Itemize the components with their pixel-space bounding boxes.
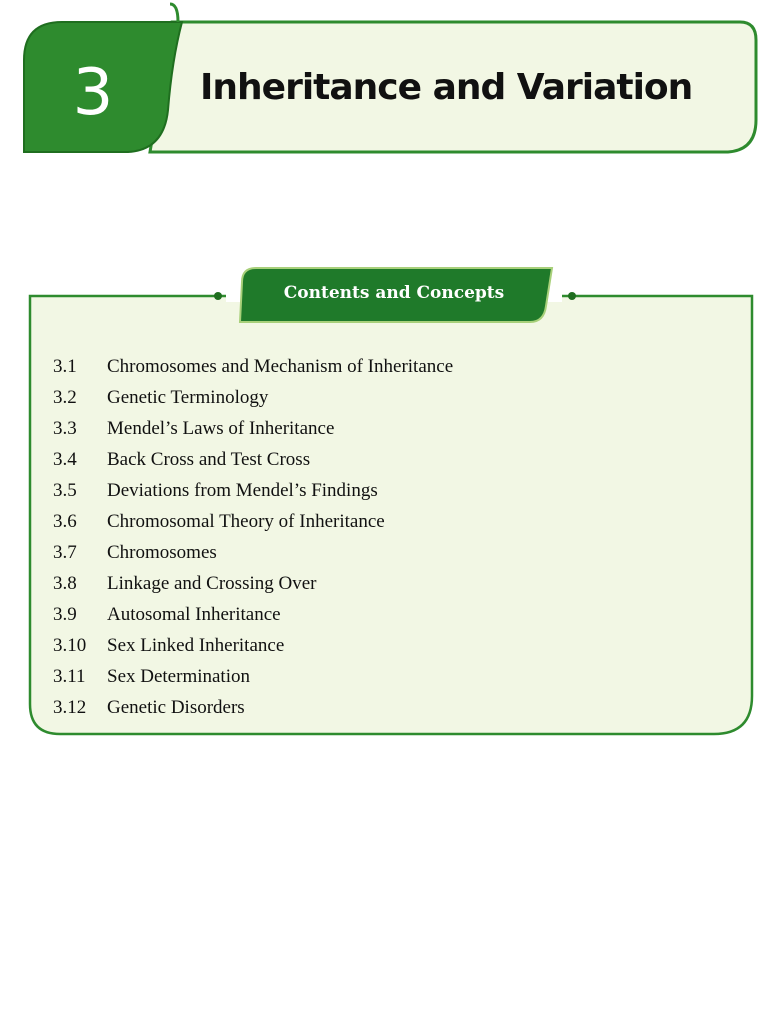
toc-item-number: 3.2 bbox=[53, 386, 77, 408]
toc-item-number: 3.6 bbox=[53, 510, 77, 532]
toc-item-number: 3.7 bbox=[53, 541, 77, 563]
toc-item-label: Deviations from Mendel’s Findings bbox=[107, 479, 378, 501]
toc-item-number: 3.8 bbox=[53, 572, 77, 594]
toc-item-label: Mendel’s Laws of Inheritance bbox=[107, 417, 335, 439]
toc-list bbox=[53, 351, 453, 723]
toc-item bbox=[53, 630, 453, 661]
toc-item-number: 3.5 bbox=[53, 479, 77, 501]
toc-item bbox=[53, 444, 453, 475]
toc-item-label: Genetic Disorders bbox=[107, 696, 245, 718]
toc-item bbox=[53, 661, 453, 692]
toc-item-label: Linkage and Crossing Over bbox=[107, 572, 317, 594]
toc-item-number: 3.12 bbox=[53, 696, 87, 718]
toc-item-number: 3.4 bbox=[53, 448, 77, 470]
toc-item bbox=[53, 506, 453, 537]
toc-item bbox=[53, 351, 453, 382]
contents-panel bbox=[0, 260, 768, 750]
chapter-title: Inheritance and Variation bbox=[200, 67, 693, 108]
toc-item-label: Chromosomal Theory of Inheritance bbox=[107, 510, 385, 532]
toc-item bbox=[53, 692, 453, 723]
toc-item-number: 3.11 bbox=[53, 665, 86, 687]
chapter-header bbox=[0, 0, 768, 170]
toc-item bbox=[53, 537, 453, 568]
toc-item-number: 3.10 bbox=[53, 634, 87, 656]
toc-item-label: Chromosomes bbox=[107, 541, 217, 563]
toc-item-label: Autosomal Inheritance bbox=[107, 603, 281, 625]
toc-item bbox=[53, 568, 453, 599]
toc-item bbox=[53, 475, 453, 506]
toc-item-label: Back Cross and Test Cross bbox=[107, 448, 311, 470]
toc-item-label: Genetic Terminology bbox=[107, 386, 269, 408]
toc-item-number: 3.1 bbox=[53, 355, 77, 377]
toc-item bbox=[53, 599, 453, 630]
contents-heading: Contents and Concepts bbox=[283, 283, 505, 303]
chapter-number: 3 bbox=[72, 56, 114, 130]
toc-item-number: 3.9 bbox=[53, 603, 77, 625]
toc-item-label: Sex Linked Inheritance bbox=[107, 634, 285, 656]
toc-item bbox=[53, 413, 453, 444]
toc-item-label: Chromosomes and Mechanism of Inheritance bbox=[107, 355, 454, 377]
toc-item bbox=[53, 382, 453, 413]
toc-item-number: 3.3 bbox=[53, 417, 77, 439]
toc-item-label: Sex Determination bbox=[107, 665, 250, 687]
